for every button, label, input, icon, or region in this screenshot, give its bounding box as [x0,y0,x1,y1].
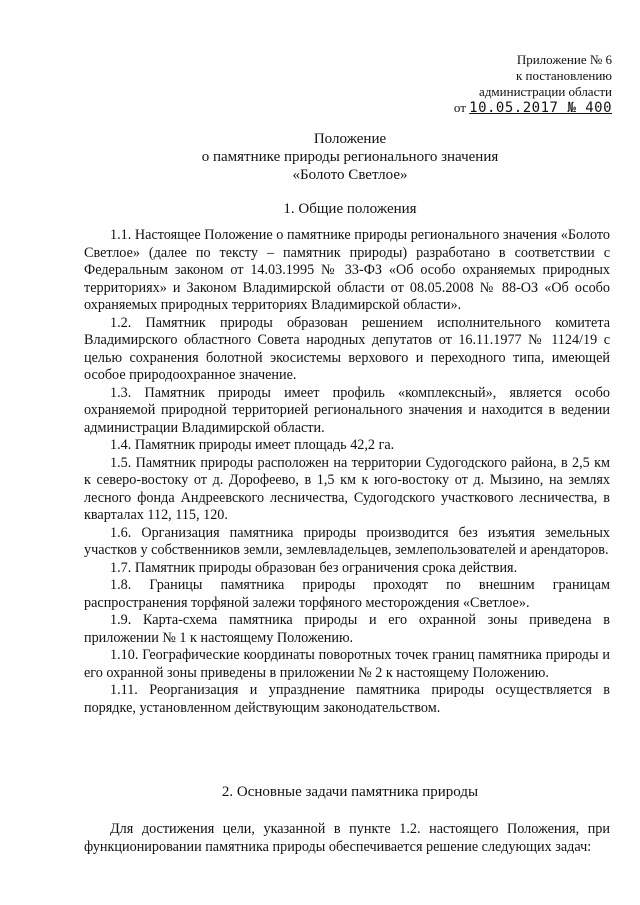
paragraph-2-intro: Для достижения цели, указанной в пункте 1.2. настоящего Положения, при функционировании памятника природы обеспечивается решение следующих задач: [84,821,610,855]
title-line-1: Положение [313,131,387,147]
section-1-heading: 1. Общие положения [283,201,417,217]
paragraph-1-11: 1.11. Реорганизация и упразднение памятника природы осуществляется в порядке, установленном действующим законодательством. [84,682,610,716]
paragraph-1-6: 1.6. Организация памятника природы производится без изъятия земельных участков у собственников земли, землевладельцев, землепользователей и арендаторов. [84,524,610,558]
paragraph-1-10: 1.10. Географические координаты поворотных точек границ памятника природы и его охранной зоны приведены в приложении № 2 к настоящему Положению. [84,647,610,681]
paragraph-1-5: 1.5. Памятник природы расположен на территории Судогодского района, в 2,5 км к северо-востоку от д. Дорофеево, в 1,5 км к юго-востоку от д. Мызино, на землях лесного фонда Андреевского лесничества, Судогодского участкового лесничества, в кварталах 112, 115, 120. [84,454,610,523]
paragraph-1-8: 1.8. Границы памятника природы проходят по внешним границам распространения торфяной залежи торфяного месторождения «Светлое». [84,577,610,611]
appendix-date-line [432,100,612,116]
section-1-body [84,227,610,717]
document-title [80,130,620,184]
paragraph-1-3: 1.3. Памятник природы имеет профиль «комплексный», является особо охраняемой природной территорией регионального значения и находится в ведении администрации Владимирской области. [84,384,610,436]
appendix-line-3: администрации области [479,84,612,99]
section-2-heading: 2. Основные задачи памятника природы [221,784,479,800]
paragraph-1-4: 1.4. Памятник природы имеет площадь 42,2 га. [110,437,395,453]
paragraph-1-9: 1.9. Карта-схема памятника природы и его охранной зоны приведена в приложении № 1 к настоящему Положению. [84,612,610,646]
title-line-2: о памятнике природы регионального значения [201,149,499,165]
appendix-date-prefix: от [453,100,466,115]
appendix-handwritten-date: 10.05.2017 № 400 [469,100,612,116]
paragraph-1-2: 1.2. Памятник природы образован решением исполнительного комитета Владимирского областного Совета народных депутатов от 16.11.1977 № 1124/19 с целью сохранения болотной экосистемы верхового и переходного типа, имеющей особое природоохранное значение. [84,314,610,383]
section-2-body [84,820,610,856]
appendix-line-2: к постановлению [515,68,612,83]
paragraph-1-1: 1.1. Настоящее Положение о памятнике природы регионального значения «Болото Светлое» (далее по тексту – памятник природы) разработано в соответствии с Федеральным законом от 14.03.1995 № 33-ФЗ «Об особо охраняемых природных территориях» и Законом Владимирской области от 08.05.2008 № 88-ОЗ «Об особо охраняемых природных территориях Владимирской области». [84,227,610,313]
appendix-line-1: Приложение № 6 [516,52,612,67]
paragraph-1-7: 1.7. Памятник природы образован без ограничения срока действия. [110,559,518,576]
appendix-block [432,52,612,116]
title-line-3: «Болото Светлое» [292,167,408,183]
